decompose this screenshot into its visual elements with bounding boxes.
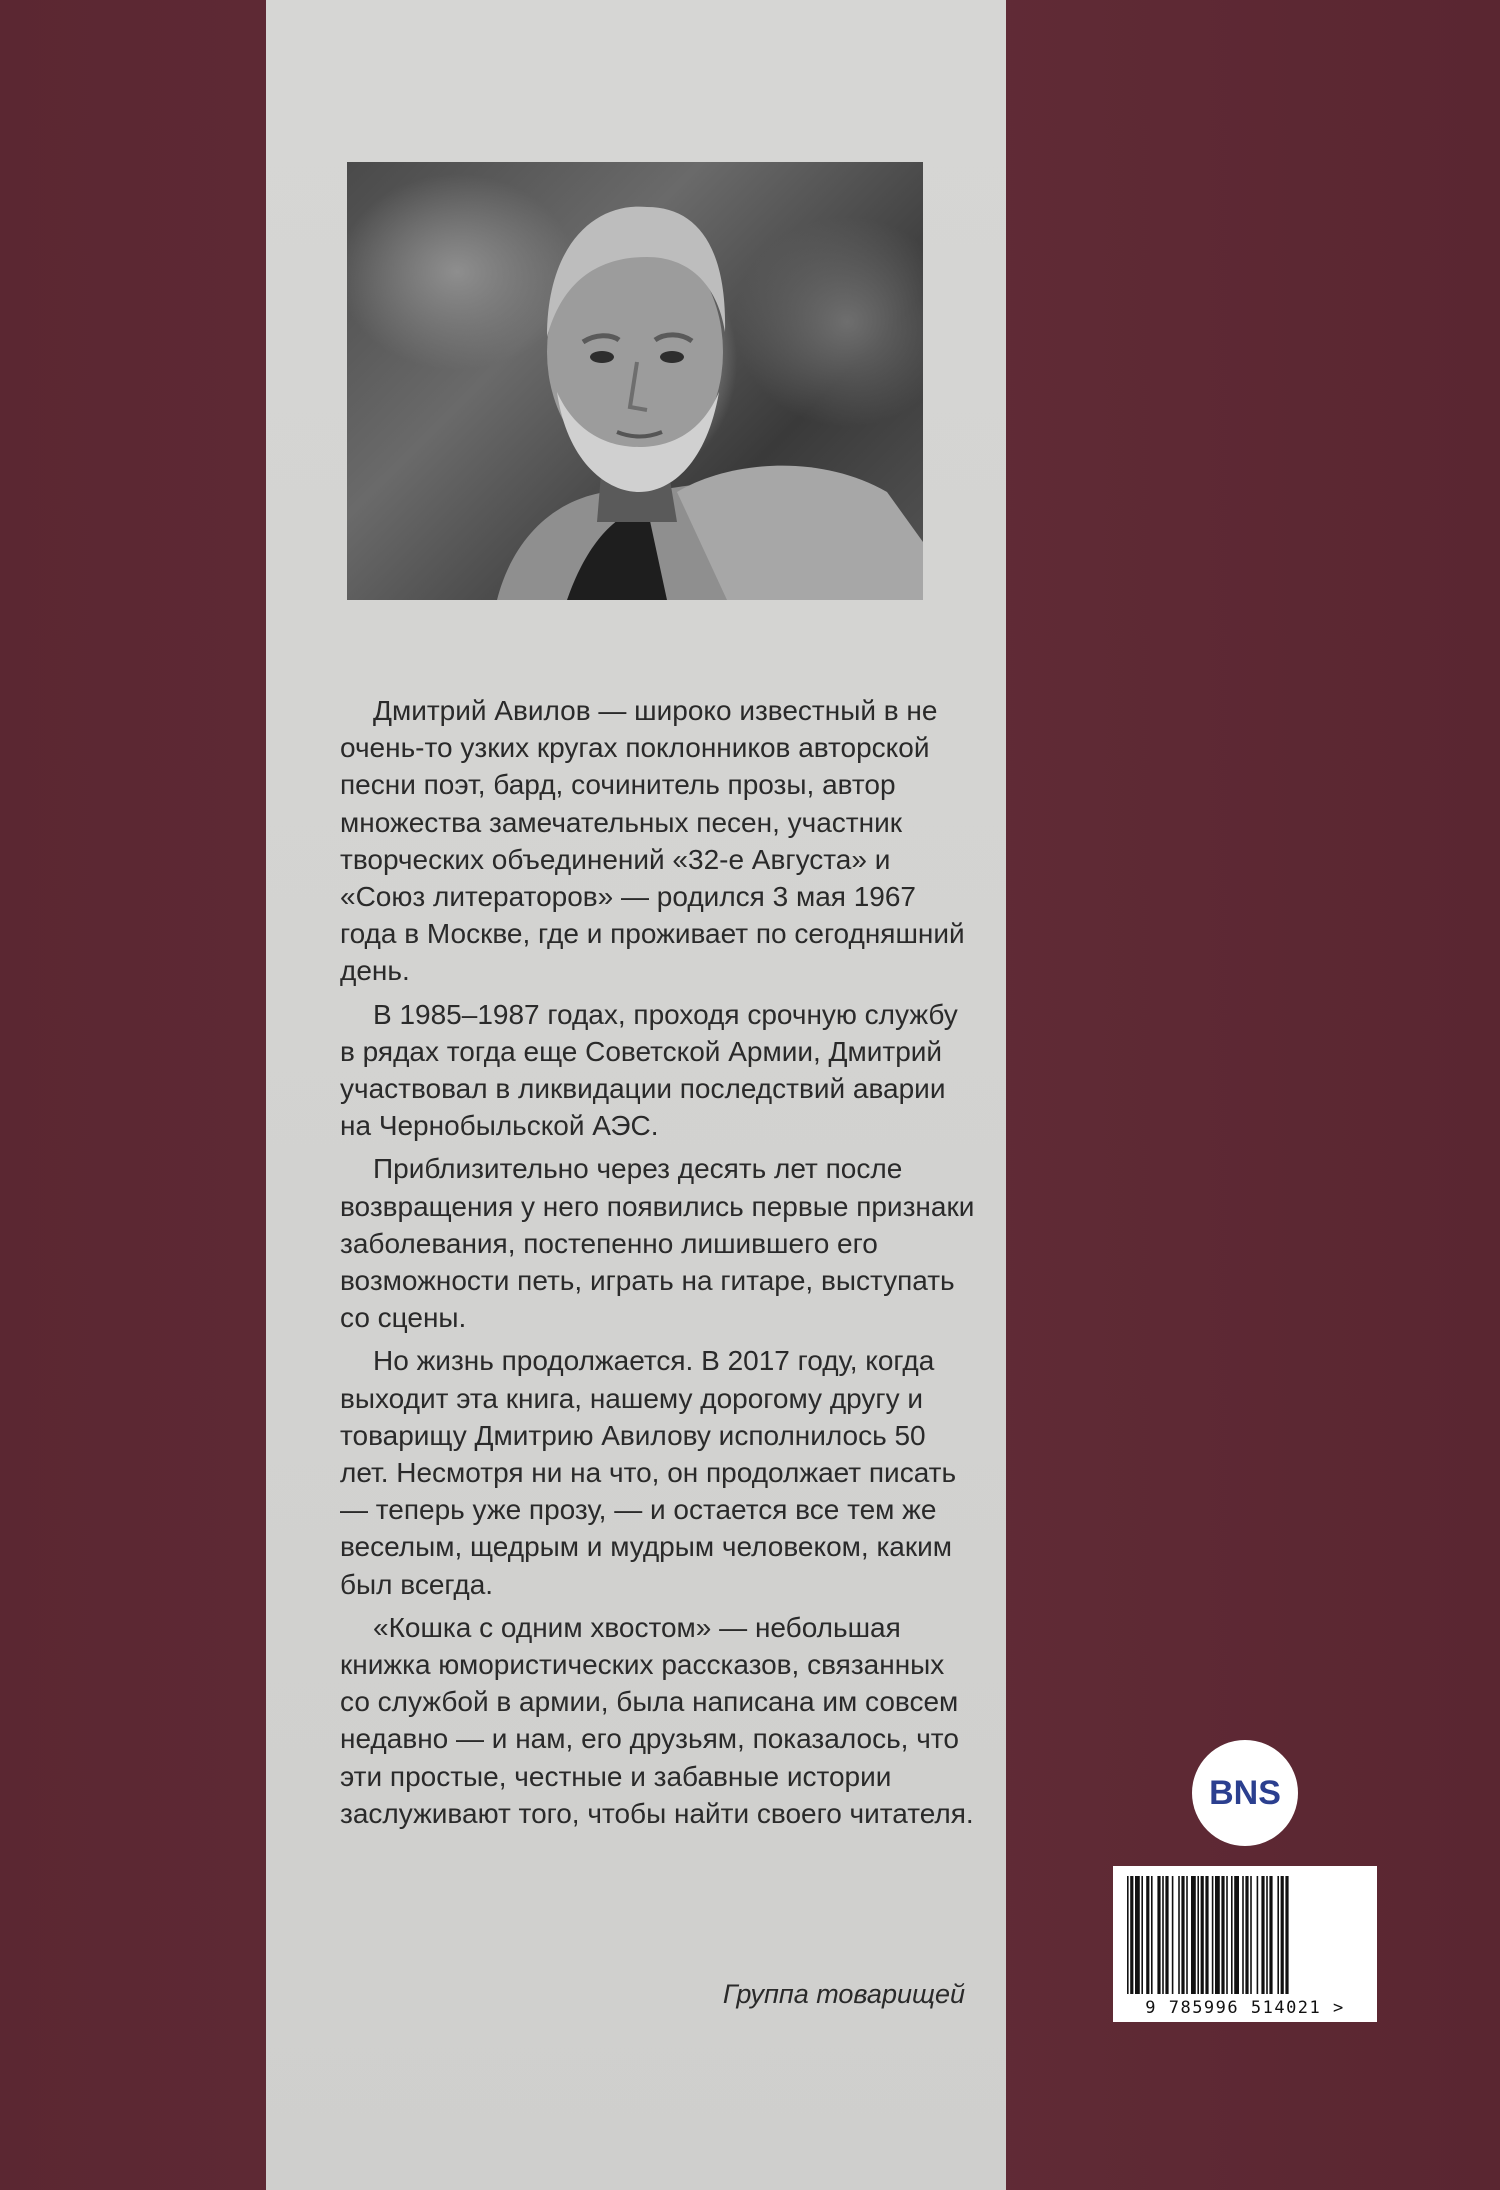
barcode-bar [1250, 1876, 1252, 1994]
barcode-bar [1172, 1876, 1174, 1994]
signature: Группа товарищей [722, 1979, 965, 2009]
barcode-bar [1201, 1876, 1204, 1994]
barcode-bar [1157, 1876, 1160, 1994]
barcode-bar [1130, 1876, 1133, 1994]
author-description [340, 692, 980, 1838]
barcode-bar [1231, 1876, 1233, 1994]
barcode-bar [1215, 1876, 1220, 1994]
barcode-bar [1226, 1876, 1228, 1994]
barcode-bars [1113, 1866, 1377, 1998]
isbn-barcode [1113, 1866, 1377, 2022]
author-photo [347, 162, 923, 600]
description-paragraph: Но жизнь продолжается. В 2017 году, когда выходит эта книга, нашему дорогому другу и товарищу Дмитрию Авилову исполнилось 50 лет. Несмотря ни на что, он продолжает писать — теперь уже прозу, — и остается все тем же веселым, щедрым и мудрым человеком, каким был всегда. [340, 1345, 957, 1600]
barcode-bar [1127, 1876, 1129, 1994]
barcode-bar [1212, 1876, 1214, 1994]
barcode-bar [1266, 1876, 1268, 1994]
barcode-bar [1165, 1876, 1168, 1994]
publisher-logo [1192, 1740, 1298, 1846]
barcode-bar [1162, 1876, 1164, 1994]
barcode-bar [1285, 1876, 1288, 1994]
description-paragraph: Дмитрий Авилов — широко известный в не очень-то узких кругах поклонников авторской песни поэт, бард, сочинитель прозы, автор множества замечательных песен, участник творческих объединений «32-е Августа» и «Союз литераторов» — родился 3 мая 1967 года в Москве, где и проживает по сегодняшний день. [340, 695, 965, 987]
barcode-bar [1205, 1876, 1208, 1994]
isbn-digits: 9 785996 514021 > [1145, 1998, 1345, 2018]
barcode-bar [1191, 1876, 1196, 1994]
barcode-bar [1277, 1876, 1279, 1994]
publisher-logo-text: BNS [1209, 1773, 1281, 1812]
barcode-bar [1221, 1876, 1224, 1994]
barcode-bar [1242, 1876, 1244, 1994]
description-paragraph: Приблизительно через десять лет после возвращения у него появились первые признаки заболевания, постепенно лишившего его возможности петь, играть на гитаре, выступать со сцены. [340, 1153, 975, 1334]
description-paragraph: В 1985–1987 годах, проходя срочную службу в рядах тогда еще Советской Армии, Дмитрий участвовал в ликвидации последствий аварии на Чернобыльской АЭС. [340, 998, 958, 1142]
barcode-bar [1197, 1876, 1199, 1994]
barcode-bar [1234, 1876, 1239, 1994]
barcode-bar [1281, 1876, 1284, 1994]
barcode-bar [1141, 1876, 1143, 1994]
barcode-bar [1245, 1876, 1248, 1994]
barcode-bar [1186, 1876, 1188, 1994]
barcode-bar [1269, 1876, 1272, 1994]
description-paragraph: «Кошка с одним хвостом» — небольшая книжка юмористических рассказов, связанных со службой в армии, была написана им совсем недавно — и нам, его друзьям, показалось, что эти простые, честные и забавные истории заслуживают того, чтобы найти своего читателя. [340, 1611, 974, 1829]
barcode-bar [1257, 1876, 1259, 1994]
barcode-bar [1181, 1876, 1184, 1994]
barcode-bar [1261, 1876, 1264, 1994]
barcode-bar [1151, 1876, 1153, 1994]
barcode-bar [1135, 1876, 1140, 1994]
author-portrait-illustration [347, 162, 923, 600]
barcode-bar [1178, 1876, 1180, 1994]
barcode-bar [1146, 1876, 1149, 1994]
